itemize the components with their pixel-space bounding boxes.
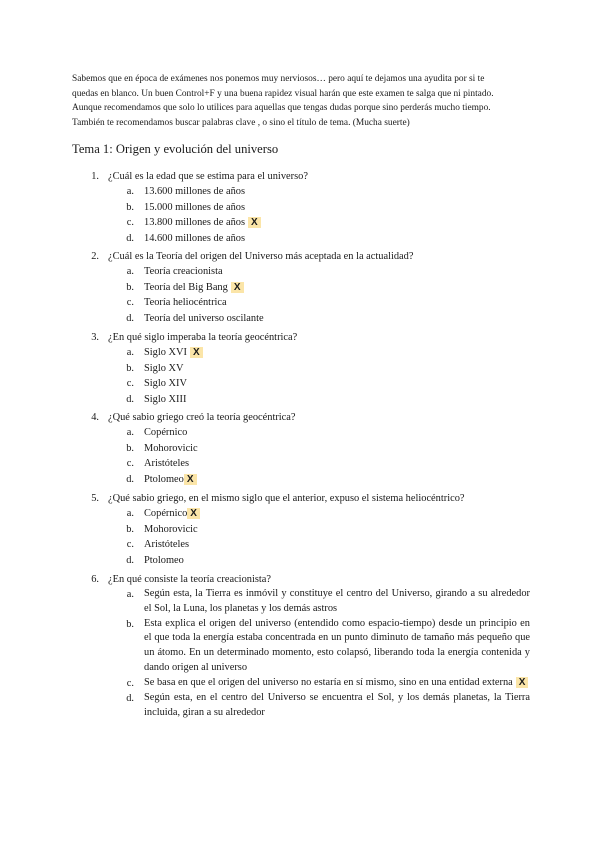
option-d: [72, 392, 530, 408]
option-d: [72, 231, 530, 247]
option-letter: b.: [126, 618, 134, 630]
question-1: [72, 169, 530, 246]
option-b: [72, 617, 530, 676]
question-2: [72, 249, 530, 326]
option-letter: c.: [126, 458, 134, 470]
question-number: 1.: [91, 171, 99, 182]
intro-line: También te recomendamos buscar palabras clave , o sino el título de tema. (Mucha suerte): [72, 117, 410, 128]
option-text: 14.600 millones de años: [144, 232, 246, 244]
option-text: Se basa en que el origen del universo no estaría en sí mismo, sino en una entidad externa: [144, 676, 513, 688]
option-a: [72, 587, 530, 617]
option-text: Aristóteles: [144, 458, 190, 470]
option-d: [72, 691, 530, 721]
option-list: [72, 264, 530, 326]
option-c: [72, 295, 530, 311]
option-text: Aristóteles: [144, 539, 190, 551]
option-text: Ptolomeo: [144, 554, 184, 566]
option-text: Siglo XIV: [144, 378, 188, 390]
question-number: 2.: [91, 251, 99, 262]
option-letter: c.: [126, 378, 134, 390]
option-c: [72, 376, 530, 392]
option-a: [72, 506, 530, 522]
option-letter: a.: [126, 186, 134, 197]
option-a: [72, 425, 530, 441]
intro-line: quedas en blanco. Un buen Control+F y una buena rapidez visual harán que este examen te salga que ni pintado.: [72, 88, 494, 99]
option-text: Teoría creacionista: [144, 266, 223, 277]
option-letter: d.: [126, 393, 134, 405]
question-6: [72, 572, 530, 721]
intro-paragraph: [72, 72, 528, 130]
question-text: ¿Qué sabio griego creó la teoría geocéntrica?: [108, 412, 296, 423]
question-5: [72, 491, 530, 568]
option-d: [72, 472, 530, 488]
question-text: ¿Qué sabio griego, en el mismo siglo que el anterior, expuso el sistema heliocéntrico?: [108, 493, 465, 504]
question-text: ¿En qué siglo imperaba la teoría geocéntrica?: [108, 332, 298, 343]
question-number: 5.: [91, 493, 99, 504]
option-letter: a.: [126, 347, 134, 358]
option-letter: b.: [126, 442, 134, 454]
option-letter: c.: [126, 217, 134, 229]
option-text: Siglo XV: [144, 362, 184, 374]
option-letter: d.: [126, 473, 134, 485]
option-letter: d.: [126, 312, 134, 324]
option-text: Teoría del universo oscilante: [144, 312, 264, 324]
option-letter: b.: [126, 201, 134, 213]
option-text: 15.000 millones de años: [144, 201, 246, 213]
option-c: [72, 456, 530, 472]
option-text: Teoría del Big Bang: [144, 281, 228, 293]
option-text: Según esta, la Tierra es inmóvil y constituye el centro del Universo, girando a su alrededor el Sol, la Luna, los planetas y los demás astros: [144, 588, 530, 614]
option-letter: c.: [126, 539, 134, 551]
option-letter: d.: [126, 693, 134, 705]
option-a: [72, 264, 530, 280]
option-letter: a.: [126, 427, 134, 438]
intro-line: Sabemos que en época de exámenes nos ponemos muy nerviosos… pero aquí te dejamos una ayudita por si te: [72, 74, 485, 84]
question-text: ¿En qué consiste la teoría creacionista?: [108, 574, 271, 585]
option-letter: b.: [126, 523, 134, 535]
option-letter: c.: [126, 297, 134, 309]
question-number: 6.: [91, 574, 99, 585]
option-d: [72, 553, 530, 569]
option-text: Mohorovicic: [144, 442, 198, 454]
option-text: Ptolomeo: [144, 473, 184, 485]
option-list: [72, 184, 530, 246]
option-text: Copérnico: [144, 427, 188, 438]
question-4: [72, 410, 530, 487]
option-letter: a.: [126, 589, 134, 600]
question-number: 4.: [91, 412, 99, 423]
option-d: [72, 311, 530, 327]
option-letter: d.: [126, 232, 134, 244]
question-text: ¿Cuál es la Teoría del origen del Universo más aceptada en la actualidad?: [108, 251, 414, 262]
question-3: [72, 330, 530, 407]
option-list: [72, 345, 530, 407]
option-letter: c.: [126, 677, 134, 689]
option-b: [72, 361, 530, 377]
option-b: [72, 522, 530, 538]
option-text: 13.800 millones de años: [144, 217, 246, 229]
option-list: [72, 425, 530, 487]
option-text: Esta explica el origen del universo (entendido como espacio-tiempo) desde un principio en el que toda la energía estaba concentrada en un punto diminuto de tamaño más pequeño que un átomo. En un determinado momento, esto colapsó, liberando toda la energía contenida y dando origen al universo: [144, 617, 530, 673]
option-a: [72, 184, 530, 200]
option-letter: b.: [126, 281, 134, 293]
correct-answer-mark: X: [516, 677, 529, 688]
option-text: Teoría heliocéntrica: [144, 297, 227, 309]
option-letter: a.: [126, 508, 134, 519]
option-letter: d.: [126, 554, 134, 566]
option-c: [72, 215, 530, 231]
section-title: Tema 1: Origen y evolución del universo: [72, 142, 279, 156]
option-text: Según esta, en el centro del Universo se encuentra el Sol, y los demás planetas, la Tierra incluida, giran a su alrededor: [144, 692, 530, 719]
option-letter: a.: [126, 266, 134, 277]
correct-answer-mark: X: [184, 474, 197, 485]
intro-line: Aunque recomendamos que solo lo utilices para aquellas que tengas dudas porque sino perderás mucho tiempo.: [72, 103, 491, 114]
correct-answer-mark: X: [231, 282, 244, 293]
option-b: [72, 280, 530, 296]
option-b: [72, 200, 530, 216]
option-letter: b.: [126, 362, 134, 374]
option-text: Copérnico: [144, 508, 188, 519]
option-c: [72, 537, 530, 553]
question-text: ¿Cuál es la edad que se estima para el universo?: [108, 171, 308, 182]
option-text: Siglo XVI: [144, 347, 188, 358]
option-text: Siglo XIII: [144, 393, 187, 405]
option-text: 13.600 millones de años: [144, 186, 246, 197]
option-b: [72, 441, 530, 457]
correct-answer-mark: X: [187, 508, 200, 519]
option-text: Mohorovicic: [144, 523, 198, 535]
question-number: 3.: [91, 332, 99, 343]
correct-answer-mark: X: [248, 217, 261, 228]
option-list: [72, 587, 530, 721]
option-a: [72, 345, 530, 361]
option-c: [72, 676, 530, 692]
correct-answer-mark: X: [190, 347, 203, 358]
option-list: [72, 506, 530, 568]
